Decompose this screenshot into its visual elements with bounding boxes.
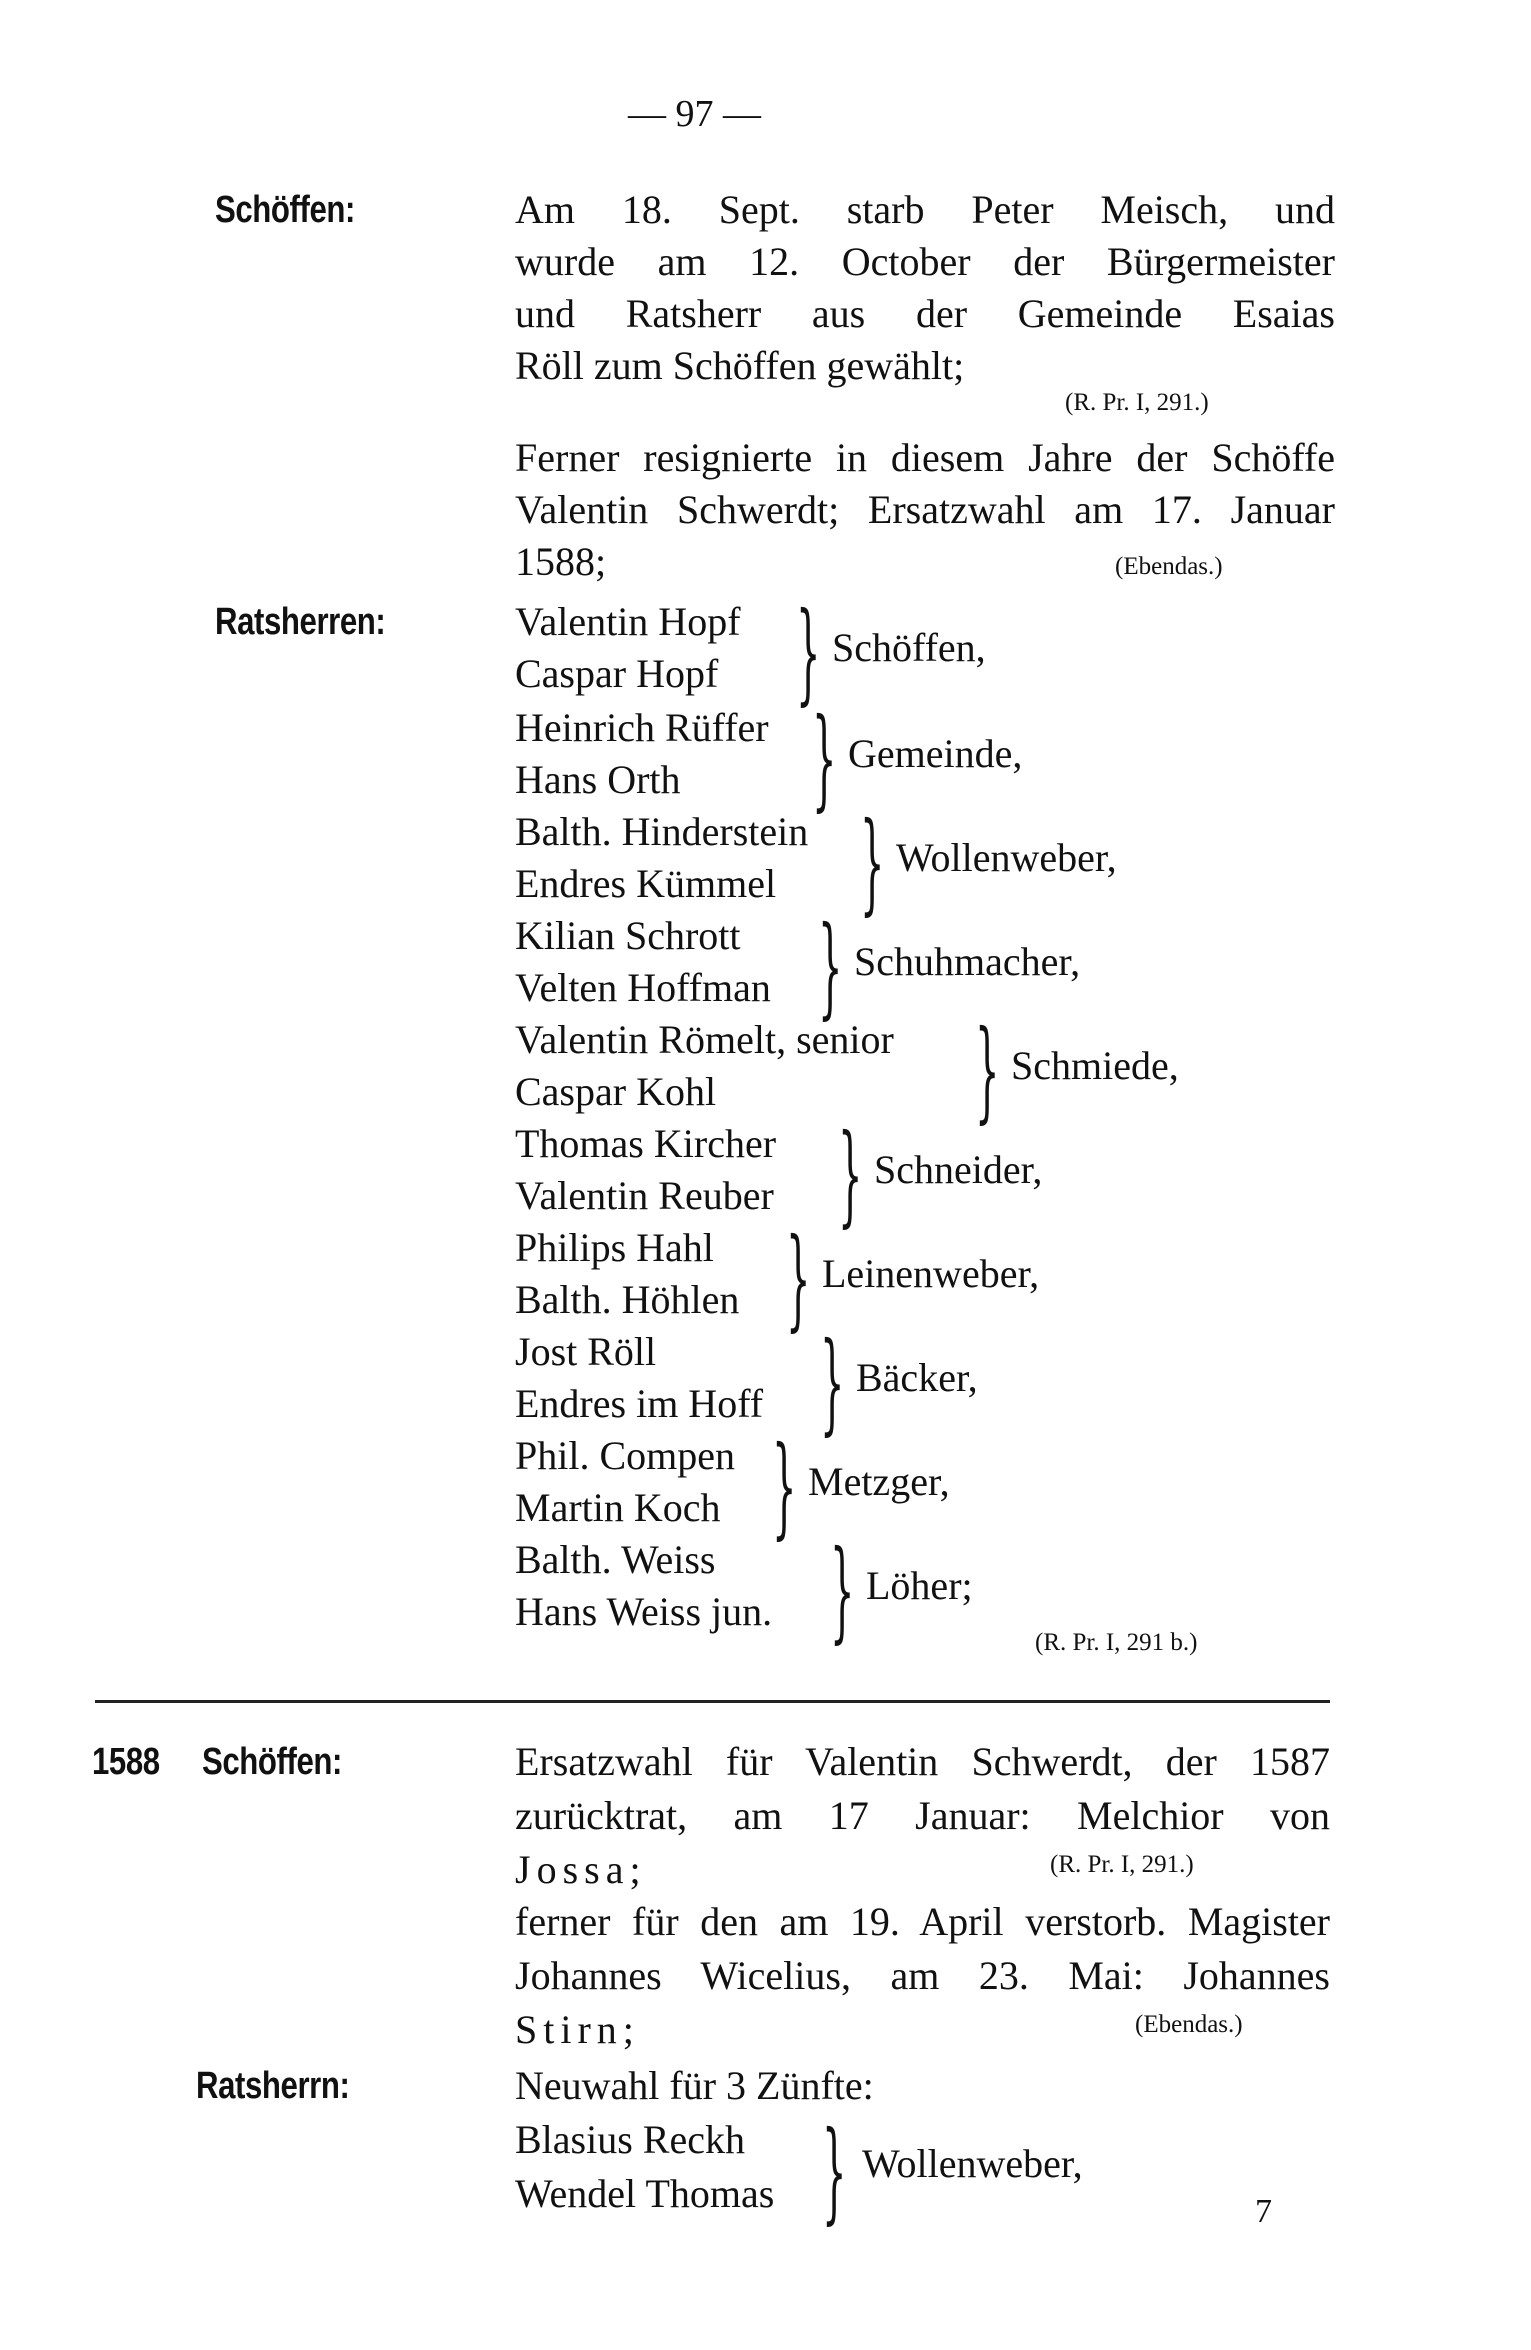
brace-icon: } <box>830 1526 855 1654</box>
label-schoeffen-1588: Schöffen: <box>202 1741 342 1783</box>
councillor-name: Balth. Hinderstein <box>515 809 809 854</box>
text-line: wurde am 12. October der Bürgermeister <box>515 239 1335 284</box>
text-line: Ferner resignierte in diesem Jahre der Schöffe <box>515 435 1335 480</box>
text-line: Valentin Schwerdt; Ersatzwahl am 17. Januar <box>515 487 1335 532</box>
councillor-name: Balth. Weiss <box>515 1537 716 1582</box>
guild-label: Gemeinde, <box>848 731 1023 776</box>
text-line: Stirn; <box>515 2007 640 2052</box>
brace-icon: } <box>772 1422 797 1550</box>
reference-note: (R. Pr. I, 291 b.) <box>1035 1629 1198 1656</box>
page-signature-number: 7 <box>1255 2193 1272 2230</box>
brace-icon: } <box>796 588 821 716</box>
reference-note: (Ebendas.) <box>1135 2011 1243 2038</box>
councillor-name: Heinrich Rüffer <box>515 705 769 750</box>
councillor-name: Thomas Kircher <box>515 1121 777 1166</box>
text-line: zurücktrat, am 17 Januar: Melchior von <box>515 1793 1330 1838</box>
councillor-name: Caspar Hopf <box>515 651 719 696</box>
councillor-name: Endres Kümmel <box>515 861 777 906</box>
text-line: Ersatzwahl für Valentin Schwerdt, der 1587 <box>515 1739 1330 1784</box>
text-line: ferner für den am 19. April verstorb. Magister <box>515 1899 1330 1944</box>
label-schoeffen-1587: Schöffen: <box>215 189 355 231</box>
councillor-name: Martin Koch <box>515 1485 721 1530</box>
brace-icon: } <box>786 1214 811 1342</box>
councillor-name: Hans Orth <box>515 757 681 802</box>
councillor-name: Jost Röll <box>515 1329 657 1374</box>
guild-label: Leinenweber, <box>822 1251 1040 1296</box>
councillor-name: Velten Hoffman <box>515 965 771 1010</box>
label-ratsherrn-1588: Ratsherrn: <box>196 2065 350 2107</box>
brace-icon: } <box>860 798 885 926</box>
brace-icon: } <box>975 1006 1000 1134</box>
brace-icon: } <box>822 2107 847 2235</box>
text-line: Neuwahl für 3 Zünfte: <box>515 2063 874 2108</box>
councillor-name: Hans Weiss jun. <box>515 1589 773 1634</box>
councillor-name: Balth. Höhlen <box>515 1277 740 1322</box>
text-line: Johannes Wicelius, am 23. Mai: Johannes <box>515 1953 1330 1998</box>
text-line: und Ratsherr aus der Gemeinde Esaias <box>515 291 1335 336</box>
councillor-name: Kilian Schrott <box>515 913 741 958</box>
reference-note: (Ebendas.) <box>1115 553 1223 580</box>
brace-icon: } <box>820 1318 845 1446</box>
year-1588: 1588 <box>92 1741 160 1783</box>
guild-label: Wollenweber, <box>862 2141 1083 2186</box>
section-divider <box>95 1700 1330 1703</box>
page-header: — 97 — <box>628 93 761 135</box>
guild-label: Schneider, <box>874 1147 1043 1192</box>
guild-label: Schuhmacher, <box>854 939 1081 984</box>
councillor-name: Caspar Kohl <box>515 1069 717 1114</box>
councillor-name: Blasius Reckh <box>515 2117 745 2162</box>
brace-icon: } <box>838 1110 863 1238</box>
reference-note: (R. Pr. I, 291.) <box>1050 1851 1194 1878</box>
guild-label: Löher; <box>866 1563 973 1608</box>
text-line: Röll zum Schöffen gewählt; <box>515 343 965 388</box>
councillor-name: Valentin Hopf <box>515 599 741 644</box>
councillor-name: Philips Hahl <box>515 1225 714 1270</box>
label-ratsherren-1587: Ratsherren: <box>215 601 386 643</box>
guild-label: Schöffen, <box>832 625 986 670</box>
text-line: 1588; <box>515 539 607 584</box>
guild-label: Schmiede, <box>1011 1043 1179 1088</box>
text-line: Am 18. Sept. starb Peter Meisch, und <box>515 187 1335 232</box>
guild-label: Bäcker, <box>856 1355 978 1400</box>
brace-icon: } <box>818 902 843 1030</box>
text-line: Jossa; <box>515 1847 647 1892</box>
councillor-name: Wendel Thomas <box>515 2171 775 2216</box>
brace-icon: } <box>812 694 837 822</box>
councillor-name: Valentin Reuber <box>515 1173 774 1218</box>
guild-label: Metzger, <box>808 1459 950 1504</box>
councillor-name: Valentin Römelt, senior <box>515 1017 894 1062</box>
reference-note: (R. Pr. I, 291.) <box>1065 389 1209 416</box>
guild-label: Wollenweber, <box>896 835 1117 880</box>
councillor-name: Endres im Hoff <box>515 1381 764 1426</box>
councillor-name: Phil. Compen <box>515 1433 736 1478</box>
